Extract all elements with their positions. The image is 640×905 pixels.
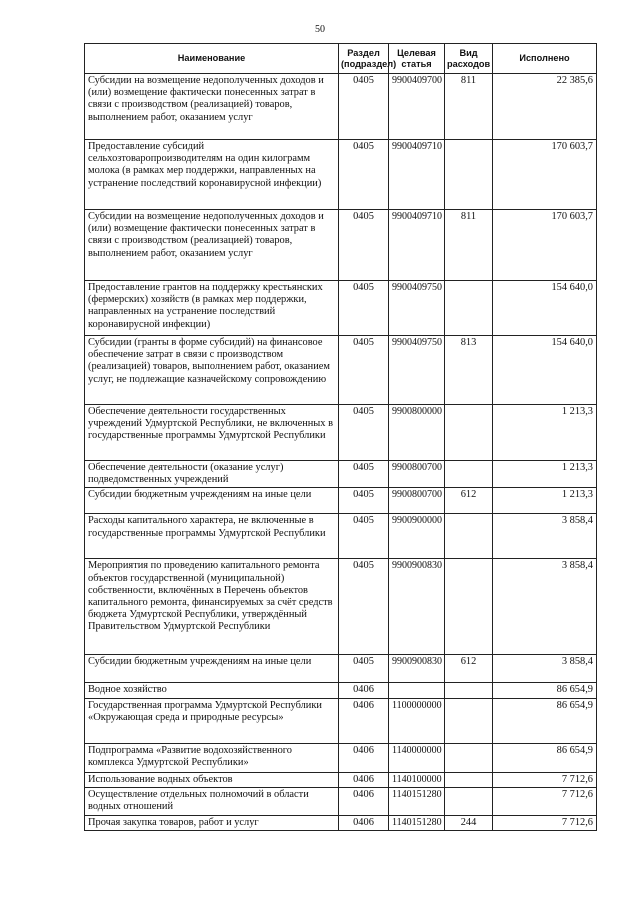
row-section: 0405 xyxy=(339,336,389,405)
row-name: Субсидии на возмещение недополученных доходов и (или) возмещение фактически понесенных затрат в связи с производством (реализацией) товаров, выполнением работ, оказанием услуг xyxy=(85,74,339,140)
row-section: 0405 xyxy=(339,74,389,140)
row-section: 0406 xyxy=(339,815,389,830)
row-amount: 170 603,7 xyxy=(493,210,597,281)
table-row xyxy=(85,405,597,461)
row-name: Субсидии бюджетным учреждениям на иные цели xyxy=(85,488,339,514)
row-target: 9900900000 xyxy=(389,514,445,559)
table-row xyxy=(85,336,597,405)
row-section: 0405 xyxy=(339,405,389,461)
row-type xyxy=(445,787,493,815)
row-amount: 154 640,0 xyxy=(493,281,597,336)
row-name: Осуществление отдельных полномочий в области водных отношений xyxy=(85,787,339,815)
table-row xyxy=(85,74,597,140)
page-number: 50 xyxy=(315,24,325,35)
row-amount: 3 858,4 xyxy=(493,655,597,683)
table-row xyxy=(85,210,597,281)
row-target: 1140100000 xyxy=(389,772,445,787)
header-type: Вид расходов xyxy=(445,44,493,74)
row-amount: 86 654,9 xyxy=(493,743,597,772)
row-name: Обеспечение деятельности (оказание услуг) подведомственных учреждений xyxy=(85,461,339,488)
table-row xyxy=(85,743,597,772)
row-type: 612 xyxy=(445,655,493,683)
row-section: 0405 xyxy=(339,281,389,336)
row-type xyxy=(445,461,493,488)
row-type xyxy=(445,743,493,772)
row-type xyxy=(445,281,493,336)
row-section: 0405 xyxy=(339,559,389,655)
row-section: 0405 xyxy=(339,461,389,488)
table-row xyxy=(85,815,597,830)
table-header-row xyxy=(85,44,597,74)
table-row xyxy=(85,140,597,210)
row-name: Субсидии (гранты в форме субсидий) на финансовое обеспечение затрат в связи с производством (реализацией) товаров, выполнением работ, оказанием услуг, не подлежащие казначейскому сопровождению xyxy=(85,336,339,405)
row-section: 0406 xyxy=(339,787,389,815)
row-section: 0406 xyxy=(339,772,389,787)
row-type xyxy=(445,140,493,210)
table-row xyxy=(85,514,597,559)
table-row xyxy=(85,698,597,743)
row-amount: 7 712,6 xyxy=(493,772,597,787)
row-name: Государственная программа Удмуртской Республики «Окружающая среда и природные ресурсы» xyxy=(85,698,339,743)
row-name: Предоставление грантов на поддержку крестьянских (фермерских) хозяйств (в рамках мер поддержки, направленных на устранение последствий коронавирусной инфекции) xyxy=(85,281,339,336)
row-name: Подпрограмма «Развитие водохозяйственного комплекса Удмуртской Республики» xyxy=(85,743,339,772)
row-amount: 1 213,3 xyxy=(493,488,597,514)
row-amount: 7 712,6 xyxy=(493,787,597,815)
row-name: Субсидии бюджетным учреждениям на иные цели xyxy=(85,655,339,683)
row-type: 244 xyxy=(445,815,493,830)
table-row xyxy=(85,559,597,655)
table-row xyxy=(85,655,597,683)
row-section: 0405 xyxy=(339,514,389,559)
header-section: Раздел (подраздел) xyxy=(339,44,389,74)
row-amount: 7 712,6 xyxy=(493,815,597,830)
row-target: 9900409710 xyxy=(389,140,445,210)
row-target: 9900800700 xyxy=(389,461,445,488)
row-target: 9900800000 xyxy=(389,405,445,461)
row-name: Расходы капитального характера, не включенные в государственные программы Удмуртской Республики xyxy=(85,514,339,559)
row-type xyxy=(445,514,493,559)
row-amount: 3 858,4 xyxy=(493,514,597,559)
row-target: 1140151280 xyxy=(389,815,445,830)
row-name: Использование водных объектов xyxy=(85,772,339,787)
row-target: 9900409750 xyxy=(389,336,445,405)
row-target: 9900409710 xyxy=(389,210,445,281)
row-type xyxy=(445,698,493,743)
row-name: Водное хозяйство xyxy=(85,683,339,698)
table-row xyxy=(85,281,597,336)
row-target: 1100000000 xyxy=(389,698,445,743)
row-section: 0405 xyxy=(339,488,389,514)
row-amount: 170 603,7 xyxy=(493,140,597,210)
row-amount: 3 858,4 xyxy=(493,559,597,655)
row-type xyxy=(445,559,493,655)
row-type: 813 xyxy=(445,336,493,405)
row-amount: 1 213,3 xyxy=(493,461,597,488)
table-row xyxy=(85,683,597,698)
row-name: Обеспечение деятельности государственных учреждений Удмуртской Республики, не включенных в государственные программы Удмуртской Республики xyxy=(85,405,339,461)
row-type xyxy=(445,683,493,698)
table-row xyxy=(85,787,597,815)
row-target: 1140151280 xyxy=(389,787,445,815)
row-name: Мероприятия по проведению капитального ремонта объектов государственной (муниципальной) собственности, включённых в Перечень объектов капитального ремонта, финансируемых за счёт средств бюджета Удмуртской Республики, утверждённый Правительством Удмуртской Республики xyxy=(85,559,339,655)
header-amount: Исполнено xyxy=(493,44,597,74)
row-target: 9900800700 xyxy=(389,488,445,514)
row-target: 9900900830 xyxy=(389,559,445,655)
row-section: 0405 xyxy=(339,655,389,683)
header-name: Наименование xyxy=(85,44,339,74)
row-target xyxy=(389,683,445,698)
row-amount: 86 654,9 xyxy=(493,683,597,698)
row-section: 0406 xyxy=(339,683,389,698)
row-target: 9900409750 xyxy=(389,281,445,336)
budget-execution-table xyxy=(84,43,597,831)
row-type xyxy=(445,772,493,787)
row-amount: 22 385,6 xyxy=(493,74,597,140)
row-target: 9900409700 xyxy=(389,74,445,140)
row-amount: 86 654,9 xyxy=(493,698,597,743)
table-row xyxy=(85,772,597,787)
row-section: 0405 xyxy=(339,210,389,281)
row-name: Предоставление субсидий сельхозтоваропроизводителям на один килограмм молока (в рамках мер поддержки, направленных на устранение последствий коронавирусной инфекции) xyxy=(85,140,339,210)
row-section: 0405 xyxy=(339,140,389,210)
row-section: 0406 xyxy=(339,698,389,743)
row-type: 612 xyxy=(445,488,493,514)
row-amount: 1 213,3 xyxy=(493,405,597,461)
row-type xyxy=(445,405,493,461)
row-target: 1140000000 xyxy=(389,743,445,772)
table-row xyxy=(85,461,597,488)
row-name: Субсидии на возмещение недополученных доходов и (или) возмещение фактически понесенных затрат в связи с производством (реализацией) товаров, выполнением работ, оказанием услуг xyxy=(85,210,339,281)
row-section: 0406 xyxy=(339,743,389,772)
row-type: 811 xyxy=(445,74,493,140)
table-row xyxy=(85,488,597,514)
row-target: 9900900830 xyxy=(389,655,445,683)
row-amount: 154 640,0 xyxy=(493,336,597,405)
row-type: 811 xyxy=(445,210,493,281)
header-target: Целевая статья xyxy=(389,44,445,74)
row-name: Прочая закупка товаров, работ и услуг xyxy=(85,815,339,830)
